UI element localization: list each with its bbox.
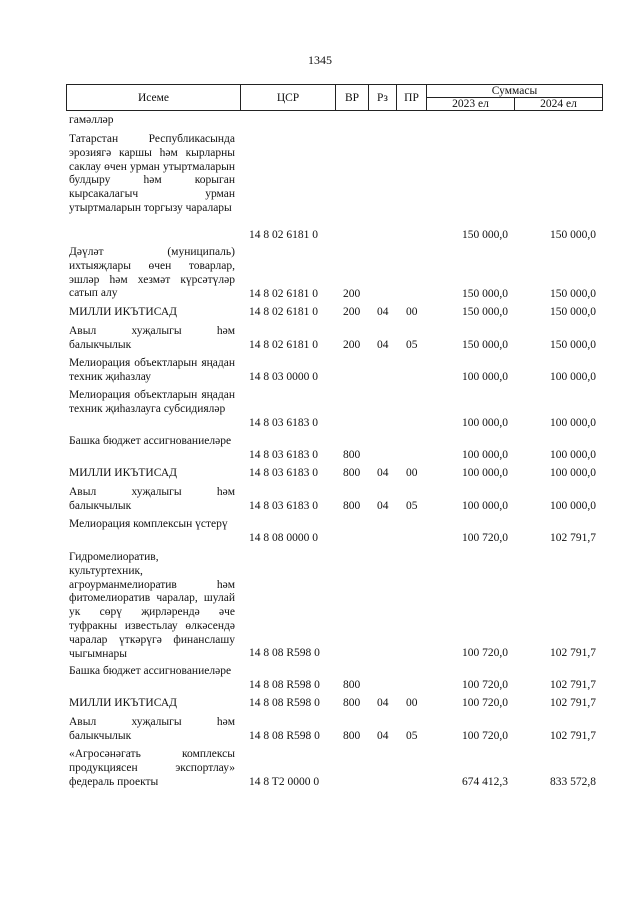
row-csr: 14 8 03 0000 0 <box>249 371 318 384</box>
row-sum-2024: 100 000,0 <box>550 417 596 430</box>
row-sum-2023: 150 000,0 <box>462 306 508 319</box>
table-row <box>0 246 640 302</box>
row-name: Татарстан Республикасында эрозиягә каршы һәм кырларны саклау өчен урман утыртмаларын булдыру һәм корыган кырсакалагыч урман утыртмаларын торгызу чаралары <box>69 133 235 214</box>
row-sum-2023: 100 000,0 <box>462 449 508 462</box>
table-row <box>0 716 640 744</box>
row-sum-2024: 100 000,0 <box>550 500 596 513</box>
row-vr: 800 <box>343 679 361 692</box>
row-csr: 14 8 08 R598 0 <box>249 647 320 660</box>
table-row <box>0 467 640 481</box>
row-csr: 14 8 02 6181 0 <box>249 306 318 319</box>
row-csr: 14 8 03 6183 0 <box>249 467 318 480</box>
row-sum-2024: 100 000,0 <box>550 449 596 462</box>
table-row <box>0 114 640 131</box>
row-sum-2023: 100 000,0 <box>462 500 508 513</box>
row-sum-2023: 100 000,0 <box>462 371 508 384</box>
header-rz: Рз <box>369 85 397 111</box>
row-vr: 800 <box>343 697 361 710</box>
row-csr: 14 8 T2 0000 0 <box>249 776 320 789</box>
row-sum-2023: 150 000,0 <box>462 339 508 352</box>
header-vr: ВР <box>336 85 369 111</box>
row-sum-2024: 100 000,0 <box>550 467 596 480</box>
row-sum-2024: 102 791,7 <box>550 697 596 710</box>
budget-table-body <box>0 114 640 790</box>
row-name: Дәүләт (муниципаль) ихтыяҗлары өчен товарлар, эшләр һәм хезмәт күрсәтүләр сатып алу <box>69 246 235 300</box>
row-rz: 04 <box>377 467 389 480</box>
row-pr: 00 <box>406 697 418 710</box>
header-csr: ЦСР <box>241 85 336 111</box>
row-csr: 14 8 08 0000 0 <box>249 532 318 545</box>
table-row <box>0 665 640 693</box>
row-name: Авыл хуҗалыгы һәм балыкчылык <box>69 486 235 512</box>
table-header <box>66 84 603 111</box>
row-sum-2023: 100 720,0 <box>462 647 508 660</box>
row-name: МИЛЛИ ИКЪТИСАД <box>69 467 177 479</box>
table-row <box>0 435 640 463</box>
row-vr: 800 <box>343 500 361 513</box>
header-name: Исеме <box>67 85 241 111</box>
table-row <box>0 697 640 711</box>
row-pr: 05 <box>406 339 418 352</box>
row-sum-2023: 100 720,0 <box>462 679 508 692</box>
table-row <box>0 486 640 514</box>
row-csr: 14 8 02 6181 0 <box>249 229 318 242</box>
row-pr: 05 <box>406 730 418 743</box>
row-csr: 14 8 03 6183 0 <box>249 500 318 513</box>
row-vr: 800 <box>343 449 361 462</box>
table-row <box>0 748 640 790</box>
row-name: Гидромелиоратив, культуртехник, агроурманмелиоратив һәм фитомелиоратив чаралар, шулай ук сөрү җирләрендә әче туфракны известьлау өлкәсендә чаралар үткәрүгә финанслашу чыгымнары <box>69 551 235 660</box>
row-sum-2024: 102 791,7 <box>550 647 596 660</box>
row-name: Мелиорация объектларын яңадан техник җиһазлау <box>69 357 235 383</box>
row-name: МИЛЛИ ИКЪТИСАД <box>69 306 177 318</box>
row-sum-2024: 102 791,7 <box>550 679 596 692</box>
row-name: гамәлләр <box>69 114 114 126</box>
table-row <box>0 389 640 431</box>
row-csr: 14 8 03 6183 0 <box>249 449 318 462</box>
row-name: Башка бюджет ассигнованиеләре <box>69 435 232 447</box>
header-sums: Суммасы <box>427 85 603 98</box>
row-sum-2023: 100 000,0 <box>462 467 508 480</box>
row-pr: 00 <box>406 306 418 319</box>
row-sum-2023: 674 412,3 <box>462 776 508 789</box>
row-sum-2024: 150 000,0 <box>550 306 596 319</box>
row-sum-2024: 833 572,8 <box>550 776 596 789</box>
row-rz: 04 <box>377 500 389 513</box>
row-sum-2024: 102 791,7 <box>550 730 596 743</box>
row-sum-2024: 150 000,0 <box>550 288 596 301</box>
row-sum-2024: 100 000,0 <box>550 371 596 384</box>
row-vr: 200 <box>343 306 361 319</box>
table-row <box>0 133 640 243</box>
row-vr: 800 <box>343 730 361 743</box>
header-pr: ПР <box>397 85 427 111</box>
row-name: Мелиорация объектларын яңадан техник җиһазлауга субсидияләр <box>69 389 235 415</box>
row-rz: 04 <box>377 730 389 743</box>
table-row <box>0 306 640 320</box>
row-rz: 04 <box>377 697 389 710</box>
header-year-2023: 2023 ел <box>427 98 515 111</box>
table-row <box>0 357 640 385</box>
row-sum-2023: 100 720,0 <box>462 532 508 545</box>
row-csr: 14 8 02 6181 0 <box>249 339 318 352</box>
row-rz: 04 <box>377 306 389 319</box>
row-vr: 200 <box>343 288 361 301</box>
row-name: Мелиорация комплексын үстерү <box>69 518 228 530</box>
row-sum-2023: 100 000,0 <box>462 417 508 430</box>
row-csr: 14 8 02 6181 0 <box>249 288 318 301</box>
row-vr: 200 <box>343 339 361 352</box>
row-sum-2024: 150 000,0 <box>550 339 596 352</box>
row-csr: 14 8 08 R598 0 <box>249 730 320 743</box>
page-number: 1345 <box>308 53 332 67</box>
row-pr: 05 <box>406 500 418 513</box>
row-csr: 14 8 08 R598 0 <box>249 679 320 692</box>
row-sum-2024: 102 791,7 <box>550 532 596 545</box>
row-sum-2023: 150 000,0 <box>462 229 508 242</box>
header-year-2024: 2024 ел <box>515 98 603 111</box>
table-row <box>0 518 640 546</box>
row-name: Авыл хуҗалыгы һәм балыкчылык <box>69 325 235 351</box>
row-vr: 800 <box>343 467 361 480</box>
row-sum-2024: 150 000,0 <box>550 229 596 242</box>
row-sum-2023: 100 720,0 <box>462 697 508 710</box>
row-name: МИЛЛИ ИКЪТИСАД <box>69 697 177 709</box>
row-rz: 04 <box>377 339 389 352</box>
row-sum-2023: 150 000,0 <box>462 288 508 301</box>
row-csr: 14 8 03 6183 0 <box>249 417 318 430</box>
row-name: Башка бюджет ассигнованиеләре <box>69 665 232 677</box>
row-name: Авыл хуҗалыгы һәм балыкчылык <box>69 716 235 742</box>
table-row <box>0 551 640 661</box>
row-csr: 14 8 08 R598 0 <box>249 697 320 710</box>
table-row <box>0 325 640 353</box>
row-name: «Агросәнәгать комплексы продукциясен экспортлау» федераль проекты <box>69 748 235 788</box>
row-pr: 00 <box>406 467 418 480</box>
row-sum-2023: 100 720,0 <box>462 730 508 743</box>
